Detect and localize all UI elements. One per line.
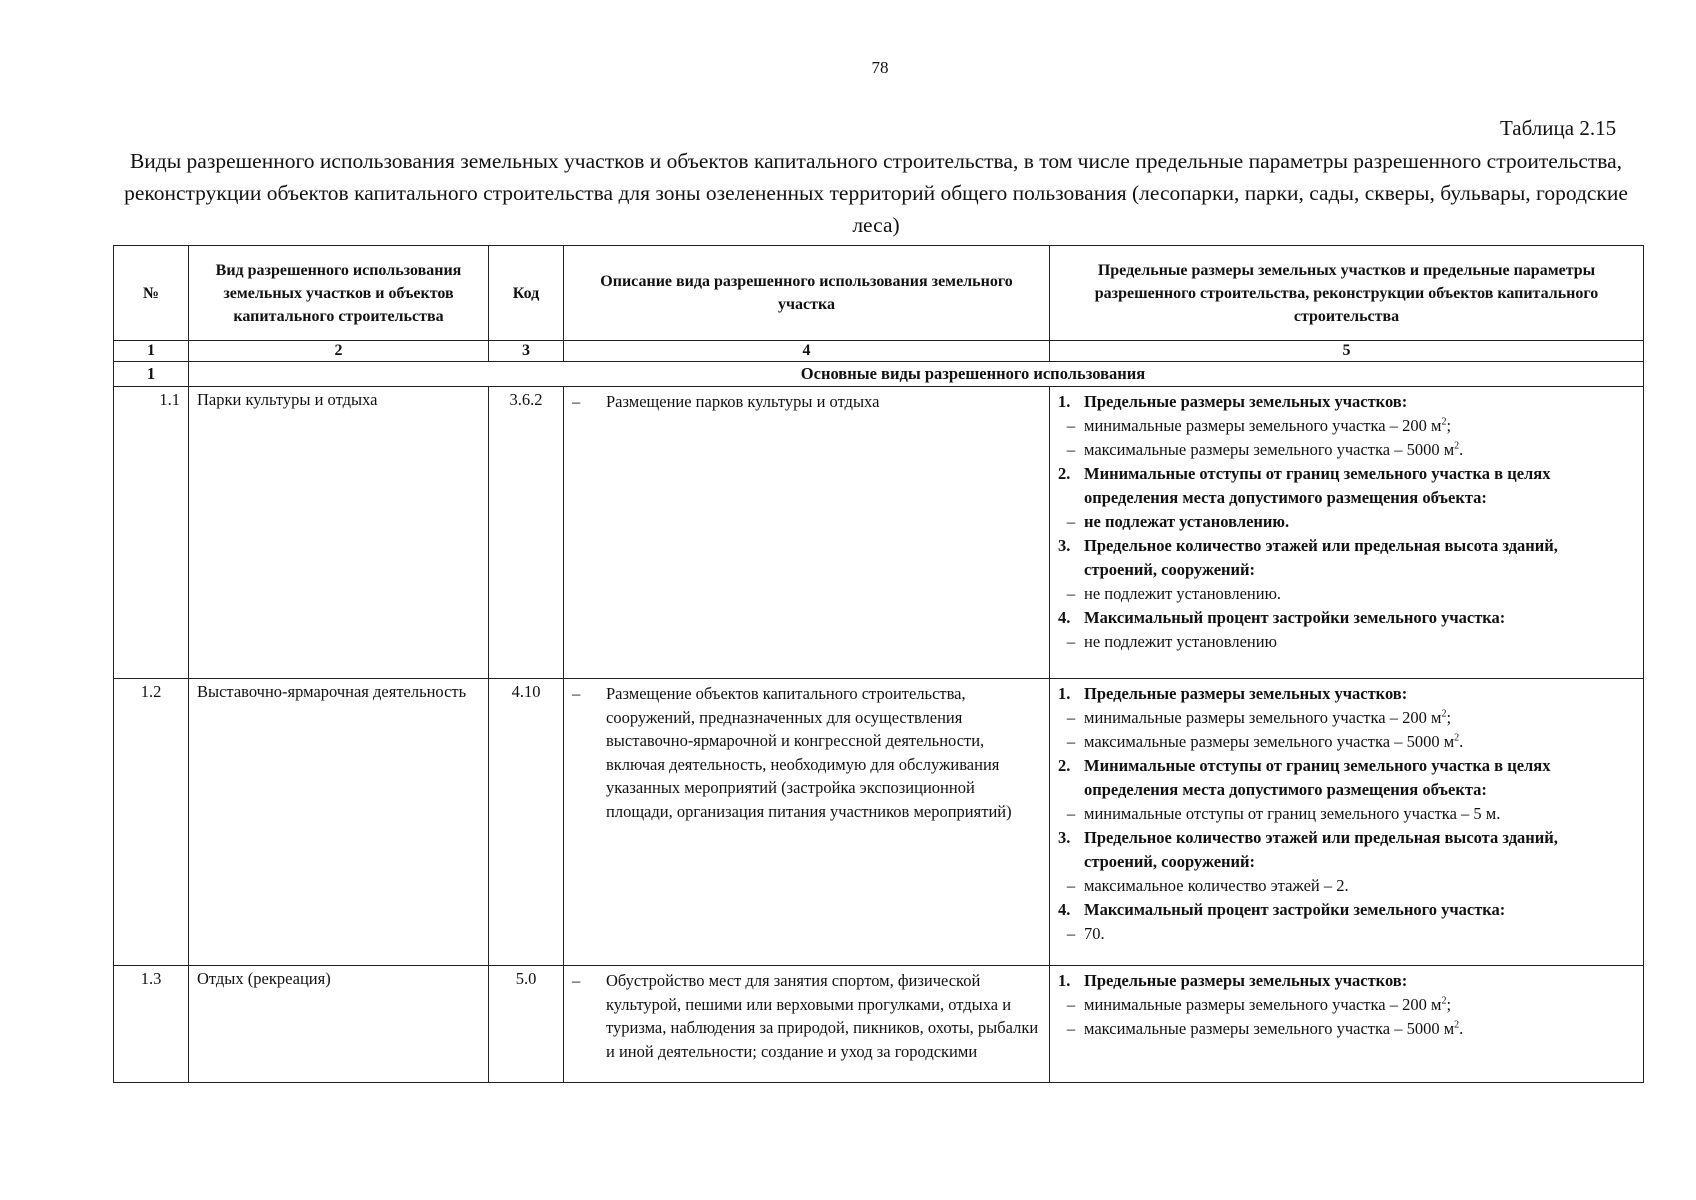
row-description-cell <box>564 679 1050 966</box>
column-number: 3 <box>489 341 564 362</box>
param-max-size: максимальные размеры земельного участка – 5000 <box>1084 1019 1440 1038</box>
header-description: Описание вида разрешенного использования земельного участка <box>564 246 1050 341</box>
param-heading: Минимальные отступы от границ земельного участка в целях определения места допустимого размещения объекта: <box>1084 464 1551 507</box>
column-number: 2 <box>189 341 489 362</box>
section-row <box>114 362 1644 387</box>
param-floors: не подлежит установлению. <box>1084 584 1282 603</box>
header-row <box>114 246 1644 341</box>
param-heading: Максимальный процент застройки земельного участка: <box>1084 608 1506 627</box>
row-params: 1. Предельные размеры земельных участков: – минимальные размеры земельного участка – 200 $м^2$; – максимальные размеры земельного участка – 5000 $м^2$. 2. Минимальные отступы от границ земельного участка в целях определения места допустимого размещения объекта: – не подлежат установлению. 3. Предельное количество этажей или предельная высота зданий, строений, сооружений: – не подлежит установлению. 4. Максимальный процент застройки земельного участка: – не подлежит установлению <box>1050 387 1644 679</box>
row-name: Отдых (рекреация) <box>189 966 489 1083</box>
land-use-table <box>113 245 1644 1083</box>
table-title: Виды разрешенного использования земельных участков и объектов капитального строительства, в том числе предельные параметры разрешенного строительства, реконструкции объектов капитального строительства для зоны озелененных территорий общего пользования (лесопарки, парки, сады, скверы, бульвары, городские леса) <box>124 149 1628 237</box>
table-label: Таблица 2.15 <box>1500 116 1617 140</box>
row-params: 1. Предельные размеры земельных участков: – минимальные размеры земельного участка – 200 $м^2$; – максимальные размеры земельного участка – 5000 $м^2$. 2. Минимальные отступы от границ земельного участка в целях определения места допустимого размещения объекта: – минимальные отступы от границ земельного участка – 5 м. 3. Предельное количество этажей или предельная высота зданий, строений, сооружений: – максимальное количество этажей – 2. 4. Максимальный процент застройки земельного участка: – 70. <box>1050 679 1644 966</box>
column-number: 5 <box>1050 341 1644 362</box>
param-heading: Предельные размеры земельных участков: <box>1084 392 1408 411</box>
table-row <box>114 387 1644 679</box>
header-params: Предельные размеры земельных участков и предельные параметры разрешенного строительства, реконструкции объектов капитального строительства <box>1050 246 1644 341</box>
param-min-size: минимальные размеры земельного участка – 200 <box>1084 708 1427 727</box>
param-setback: не подлежат установлению. <box>1084 512 1290 531</box>
param-heading: Предельные размеры земельных участков: <box>1084 684 1408 703</box>
row-params: 1. Предельные размеры земельных участков: – минимальные размеры земельного участка – 200 $м^2$; – максимальные размеры земельного участка – 5000 $м^2$. <box>1050 966 1644 1083</box>
row-description-cell <box>564 387 1050 679</box>
header-num: № <box>114 246 189 341</box>
table-row <box>114 966 1644 1083</box>
column-number: 4 <box>564 341 1050 362</box>
param-heading: Минимальные отступы от границ земельного участка в целях определения места допустимого размещения объекта: <box>1084 756 1551 799</box>
param-min-size: минимальные размеры земельного участка – 200 <box>1084 995 1427 1014</box>
row-code: 4.10 <box>489 679 564 966</box>
row-description: Размещение объектов капитального строительства, сооружений, предназначенных для осуществления выставочно-ярмарочной и конгрессной деятельности, включая деятельность, необходимую для обслуживания указанных мероприятий (застройка экспозиционной площади, организация питания участников мероприятий) <box>606 684 1012 821</box>
column-number-row <box>114 341 1644 362</box>
row-num: 1.3 <box>114 966 189 1083</box>
row-description: Размещение парков культуры и отдыха <box>606 392 880 411</box>
section-num: 1 <box>114 362 189 387</box>
header-code: Код <box>489 246 564 341</box>
row-num: 1.1 <box>114 387 189 679</box>
row-num: 1.2 <box>114 679 189 966</box>
param-coverage: не подлежит установлению <box>1084 632 1277 651</box>
dash: – <box>572 684 581 703</box>
param-max-size: максимальные размеры земельного участка – 5000 <box>1084 732 1440 751</box>
row-description: Обустройство мест для занятия спортом, физической культурой, пешими или верховыми прогулками, отдыха и туризма, наблюдения за природой, пикников, охоты, рыбалки и иной деятельности; создание и уход за городскими <box>606 971 1039 1061</box>
param-min-size: минимальные размеры земельного участка – 200 <box>1084 416 1427 435</box>
column-number: 1 <box>114 341 189 362</box>
page-number: 78 <box>871 58 889 77</box>
param-setback: минимальные отступы от границ земельного участка – 5 м. <box>1084 804 1501 823</box>
param-floors: максимальное количество этажей – 2. <box>1084 876 1349 895</box>
header-type: Вид разрешенного использования земельных участков и объектов капитального строительства <box>189 246 489 341</box>
row-name: Парки культуры и отдыха <box>189 387 489 679</box>
param-heading: Предельное количество этажей или предельная высота зданий, строений, сооружений: <box>1084 536 1558 579</box>
param-coverage: 70. <box>1084 924 1105 943</box>
table-row <box>114 679 1644 966</box>
param-heading: Максимальный процент застройки земельного участка: <box>1084 900 1506 919</box>
row-description-cell <box>564 966 1050 1083</box>
row-code: 5.0 <box>489 966 564 1083</box>
param-heading: Предельное количество этажей или предельная высота зданий, строений, сооружений: <box>1084 828 1558 871</box>
param-max-size: максимальные размеры земельного участка – 5000 <box>1084 440 1440 459</box>
row-name: Выставочно-ярмарочная деятельность <box>189 679 489 966</box>
dash: – <box>572 392 581 411</box>
row-code: 3.6.2 <box>489 387 564 679</box>
section-title: Основные виды разрешенного использования <box>189 362 1644 387</box>
dash: – <box>572 971 581 990</box>
param-heading: Предельные размеры земельных участков: <box>1084 971 1408 990</box>
